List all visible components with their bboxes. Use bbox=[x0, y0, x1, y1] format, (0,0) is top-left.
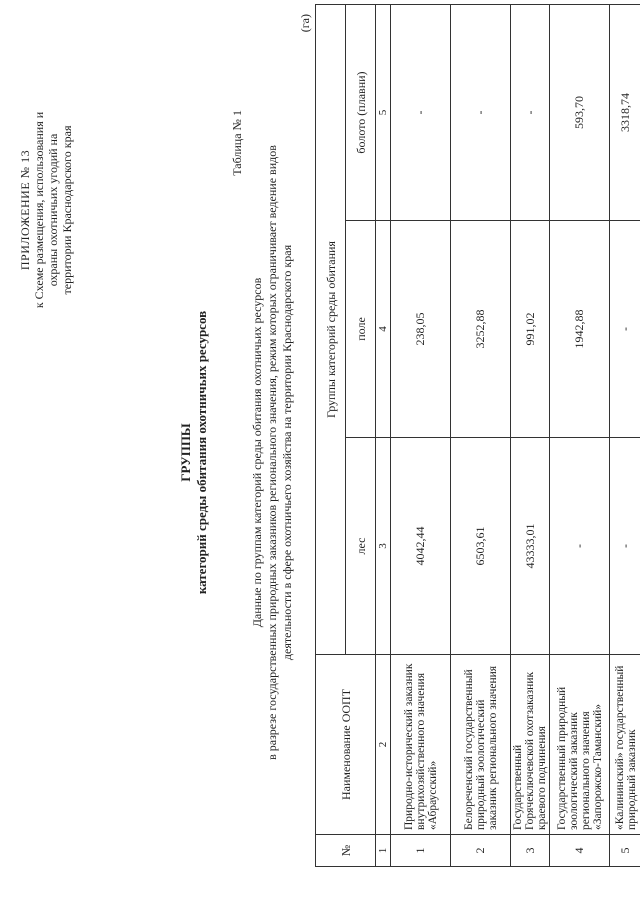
header-group: Группы категорий среды обитания bbox=[316, 5, 346, 655]
appendix-block bbox=[18, 80, 74, 340]
row-swamp: 593,70 bbox=[550, 5, 610, 221]
appendix-line: к Схеме размещения, использования и bbox=[32, 111, 46, 309]
column-number: 4 bbox=[376, 221, 391, 438]
row-forest: 6503,61 bbox=[451, 438, 511, 655]
row-field: 991,02 bbox=[511, 221, 550, 438]
column-number: 2 bbox=[376, 655, 391, 835]
row-name: Государственный природный зоологический заказник регионального значения «Запорожско-Таманский» bbox=[550, 655, 610, 835]
row-num: 3 bbox=[511, 835, 550, 867]
description-line: в разрезе государственных природных заказников регионального значения, режим которых ограничивает ведение видов bbox=[265, 145, 279, 760]
row-field: 1942,88 bbox=[550, 221, 610, 438]
table-row bbox=[610, 5, 640, 867]
row-num: 4 bbox=[550, 835, 610, 867]
description-line: деятельности в сфере охотничьего хозяйства на территории Краснодарского края bbox=[280, 244, 294, 661]
appendix-line: охраны охотничьих угодий на bbox=[46, 133, 60, 287]
row-swamp: - bbox=[391, 5, 451, 221]
row-num: 5 bbox=[610, 835, 640, 867]
row-name: Государственный Горячеключевской охотзаказник краевого подчинения bbox=[511, 655, 550, 835]
header-name: Наименование ООПТ bbox=[316, 655, 376, 835]
row-swamp: - bbox=[511, 5, 550, 221]
row-field: - bbox=[610, 221, 640, 438]
row-name: Белореченский государственный природный зоологический заказник регионального значения bbox=[451, 655, 511, 835]
table-row bbox=[451, 5, 511, 867]
appendix-title: ПРИЛОЖЕНИЕ № 13 bbox=[18, 149, 32, 271]
row-swamp: - bbox=[451, 5, 511, 221]
description-block bbox=[250, 0, 295, 905]
table-label: Таблица № 1 bbox=[230, 110, 244, 176]
header-num: № bbox=[316, 835, 376, 867]
row-swamp: 3318,74 bbox=[610, 5, 640, 221]
table-row bbox=[391, 5, 451, 867]
row-field: 238,05 bbox=[391, 221, 451, 438]
table-row bbox=[550, 5, 610, 867]
heading-subtitle: категорий среды обитания охотничьих ресурсов bbox=[194, 310, 209, 595]
table-row bbox=[511, 5, 550, 867]
heading-block bbox=[178, 0, 210, 905]
row-num: 2 bbox=[451, 835, 511, 867]
header-field: поле bbox=[346, 221, 376, 438]
row-forest: 43333,01 bbox=[511, 438, 550, 655]
description-line: Данные по группам категорий среды обитания охотничьих ресурсов bbox=[250, 277, 264, 628]
row-field: 3252,88 bbox=[451, 221, 511, 438]
header-swamp: болото (плавни) bbox=[346, 5, 376, 221]
header-forest: лес bbox=[346, 438, 376, 655]
row-num: 1 bbox=[391, 835, 451, 867]
unit-label: (га) bbox=[298, 14, 312, 33]
row-name: Природно-исторический заказник внутрихозяйственного значения «Абраусский» bbox=[391, 655, 451, 835]
heading-title: ГРУППЫ bbox=[178, 423, 193, 482]
row-forest: 4042,44 bbox=[391, 438, 451, 655]
column-number: 3 bbox=[376, 438, 391, 655]
column-number-row bbox=[376, 5, 391, 867]
row-forest: - bbox=[550, 438, 610, 655]
appendix-line: территории Краснодарского края bbox=[60, 125, 74, 295]
row-name: «Калининский» государственный природный заказник bbox=[610, 655, 640, 835]
header-row bbox=[316, 5, 346, 867]
column-number: 1 bbox=[376, 835, 391, 867]
habitat-table bbox=[315, 4, 640, 867]
row-forest: - bbox=[610, 438, 640, 655]
column-number: 5 bbox=[376, 5, 391, 221]
